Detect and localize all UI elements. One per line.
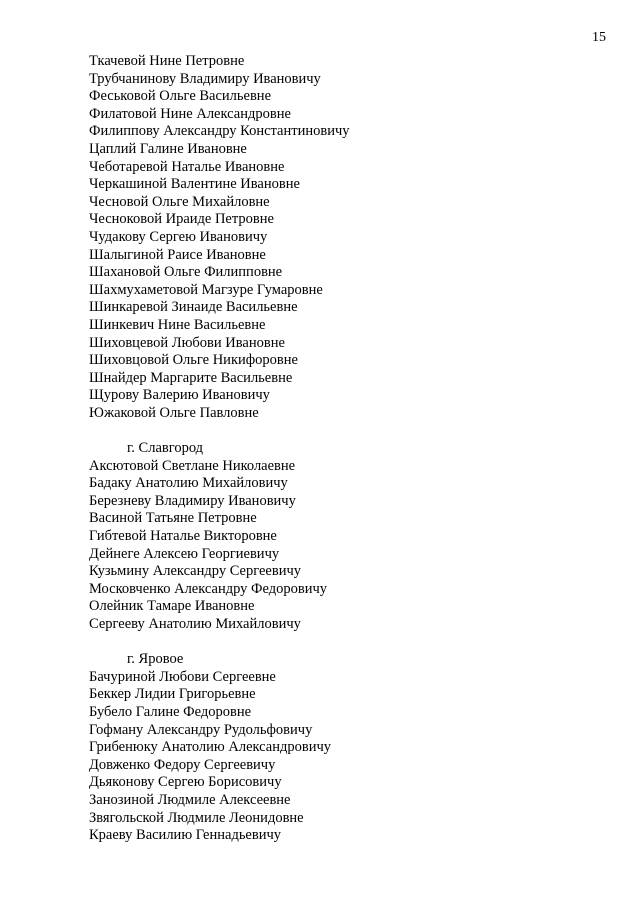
name-entry: Краеву Василию Геннадьевичу — [89, 827, 282, 844]
section-spacer — [89, 422, 609, 440]
name-entry: Филатовой Нине Александровне — [89, 105, 291, 122]
document-body — [89, 53, 609, 845]
name-entry: Южаковой Ольге Павловне — [89, 404, 259, 421]
name-entry: Трубчанинову Владимиру Ивановичу — [89, 70, 321, 87]
name-list-section-3 — [89, 651, 609, 845]
name-entry: Дьяконову Сергею Борисовичу — [89, 774, 282, 791]
name-entry: Шахановой Ольге Филипповне — [89, 264, 283, 281]
page-number: 15 — [592, 30, 606, 45]
name-entry: Чудакову Сергею Ивановичу — [89, 228, 268, 245]
name-entry: Шиховцовой Ольге Никифоровне — [89, 352, 298, 369]
name-entry: Васиной Татьяне Петровне — [89, 510, 257, 527]
name-entry: Шахмухаметовой Магзуре Гумаровне — [89, 281, 323, 298]
name-entry: Бадаку Анатолию Михайловичу — [89, 475, 288, 492]
name-entry: Олейник Тамаре Ивановне — [89, 598, 255, 615]
name-entry: Беккер Лидии Григорьевне — [89, 686, 256, 703]
city-heading: г. Яровое — [127, 651, 184, 668]
name-entry: Бачуриной Любови Сергеевне — [89, 668, 276, 685]
name-list-section-2 — [89, 440, 609, 634]
name-entry: Шинкаревой Зинаиде Васильевне — [89, 299, 298, 316]
name-list-section-1 — [89, 53, 609, 422]
name-entry: Чесноковой Ираиде Петровне — [89, 211, 274, 228]
name-entry: Гибтевой Наталье Викторовне — [89, 528, 277, 545]
name-entry: Чеботаревой Наталье Ивановне — [89, 158, 285, 175]
name-entry: Черкашиной Валентине Ивановне — [89, 176, 300, 193]
section-spacer — [89, 634, 609, 652]
name-entry: Шиховцевой Любови Ивановне — [89, 334, 285, 351]
name-entry: Чесновой Ольге Михайловне — [89, 193, 270, 210]
name-entry: Шалыгиной Раисе Ивановне — [89, 246, 266, 263]
name-entry: Ткачевой Нине Петровне — [89, 53, 245, 69]
name-entry: Филиппову Александру Константиновичу — [89, 123, 350, 140]
name-entry: Шинкевич Нине Васильевне — [89, 316, 266, 333]
name-entry: Дейнеге Алексею Георгиевичу — [89, 545, 280, 562]
name-entry: Гофману Александру Рудольфовичу — [89, 721, 313, 738]
name-entry: Кузьмину Александру Сергеевичу — [89, 563, 301, 580]
city-heading: г. Славгород — [127, 440, 204, 457]
name-entry: Довженко Федору Сергеевичу — [89, 756, 276, 773]
name-entry: Аксютовой Светлане Николаевне — [89, 457, 296, 474]
name-entry: Щурову Валерию Ивановичу — [89, 387, 270, 404]
name-entry: Грибенюку Анатолию Александровичу — [89, 739, 332, 756]
name-entry: Феськовой Ольге Васильевне — [89, 88, 272, 105]
name-entry: Звягольской Людмиле Леонидовне — [89, 809, 304, 826]
name-entry: Занозиной Людмиле Алексеевне — [89, 791, 291, 808]
name-entry: Сергееву Анатолию Михайловичу — [89, 616, 301, 632]
name-entry: Березневу Владимиру Ивановичу — [89, 492, 296, 509]
name-entry: Цаплий Галине Ивановне — [89, 140, 247, 157]
name-entry: Шнайдер Маргарите Васильевне — [89, 369, 293, 386]
name-entry: Бубело Галине Федоровне — [89, 703, 252, 720]
name-entry: Московченко Александру Федоровичу — [89, 580, 328, 597]
